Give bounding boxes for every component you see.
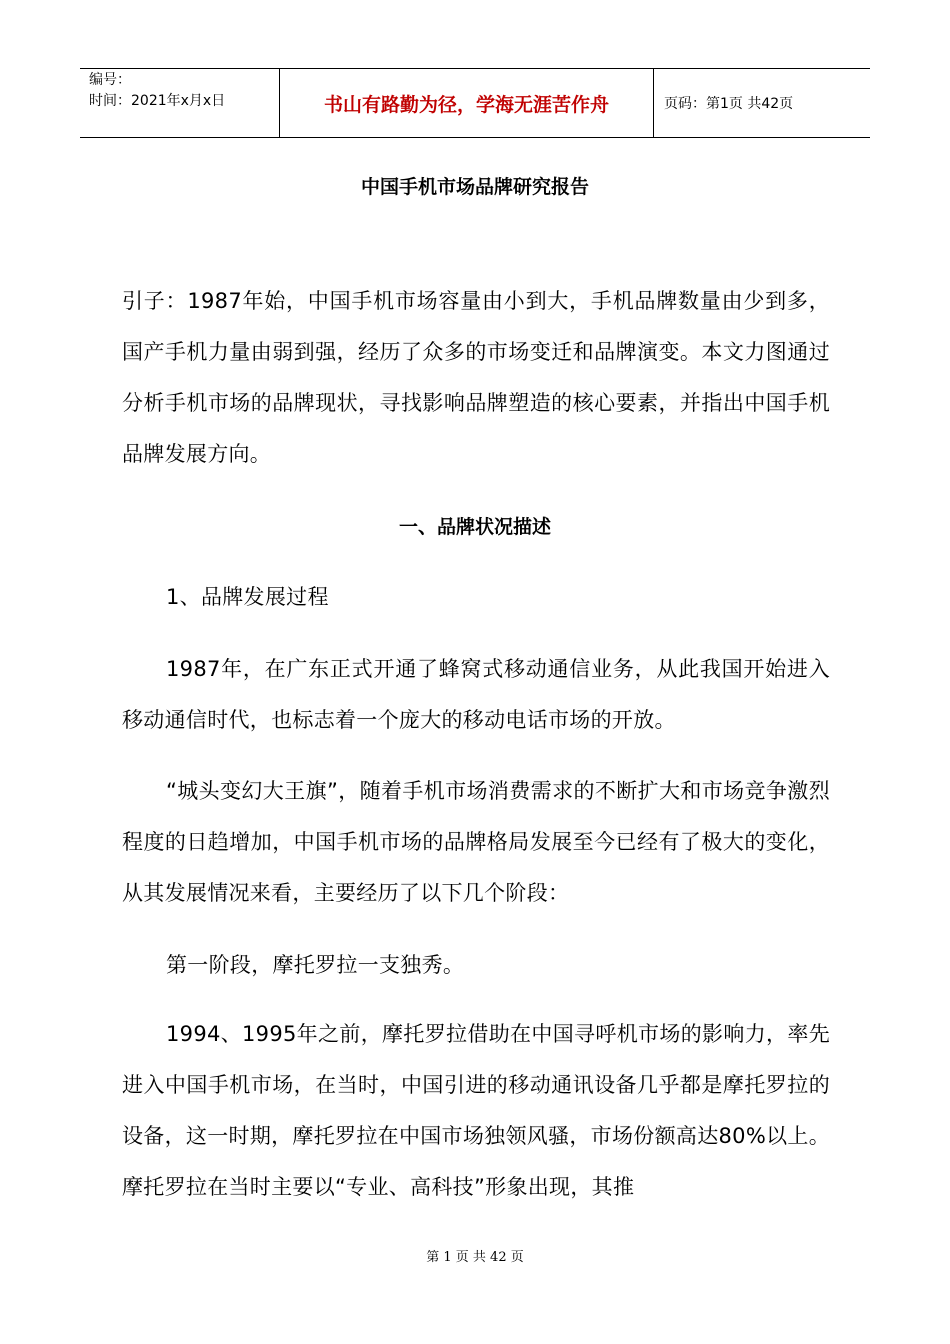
paragraph-1: 1987年，在广东正式开通了蜂窝式移动通信业务，从此我国开始进入移动通信时代，也标志着一个庞大的移动电话市场的开放。 xyxy=(122,657,830,732)
paragraph-3: 1994、1995年之前，摩托罗拉借助在中国寻呼机市场的影响力，率先进入中国手机市场，在当时，中国引进的移动通讯设备几乎都是摩托罗拉的设备，这一时期，摩托罗拉在中国市场独领风骚，市场份额高达80%以上。摩托罗拉在当时主要以“专业、高科技”形象出现，其推 xyxy=(122,1022,830,1199)
time-label: 时间：2021年x月x日 xyxy=(89,93,226,109)
header-meta xyxy=(80,69,280,137)
document-title: 中国手机市场品牌研究报告 xyxy=(360,176,589,198)
intro-paragraph: 引子：1987年始，中国手机市场容量由小到大，手机品牌数量由少到多，国产手机力量由弱到强，经历了众多的市场变迁和品牌演变。本文力图通过分析手机市场的品牌现状，寻找影响品牌塑造的核心要素，并指出中国手机品牌发展方向。 xyxy=(122,289,830,466)
subheading: 1、品牌发展过程 xyxy=(166,585,329,609)
header-page-info: 页码：第1页 共42页 xyxy=(664,96,794,112)
page-header xyxy=(80,68,870,138)
paragraph-2: “城头变幻大王旗”，随着手机市场消费需求的不断扩大和市场竞争激烈程度的日趋增加，中国手机市场的品牌格局发展至今已经有了极大的变化，从其发展情况来看，主要经历了以下几个阶段： xyxy=(122,779,830,905)
stage-1-heading: 第一阶段，摩托罗拉一支独秀。 xyxy=(166,953,465,977)
header-motto: 书山有路勤为径，学海无涯苦作舟 xyxy=(280,69,654,137)
section-heading: 一、品牌状况描述 xyxy=(398,516,551,538)
page-footer: 第 1 页 共 42 页 xyxy=(426,1250,524,1265)
number-label: 编号： xyxy=(89,72,131,88)
